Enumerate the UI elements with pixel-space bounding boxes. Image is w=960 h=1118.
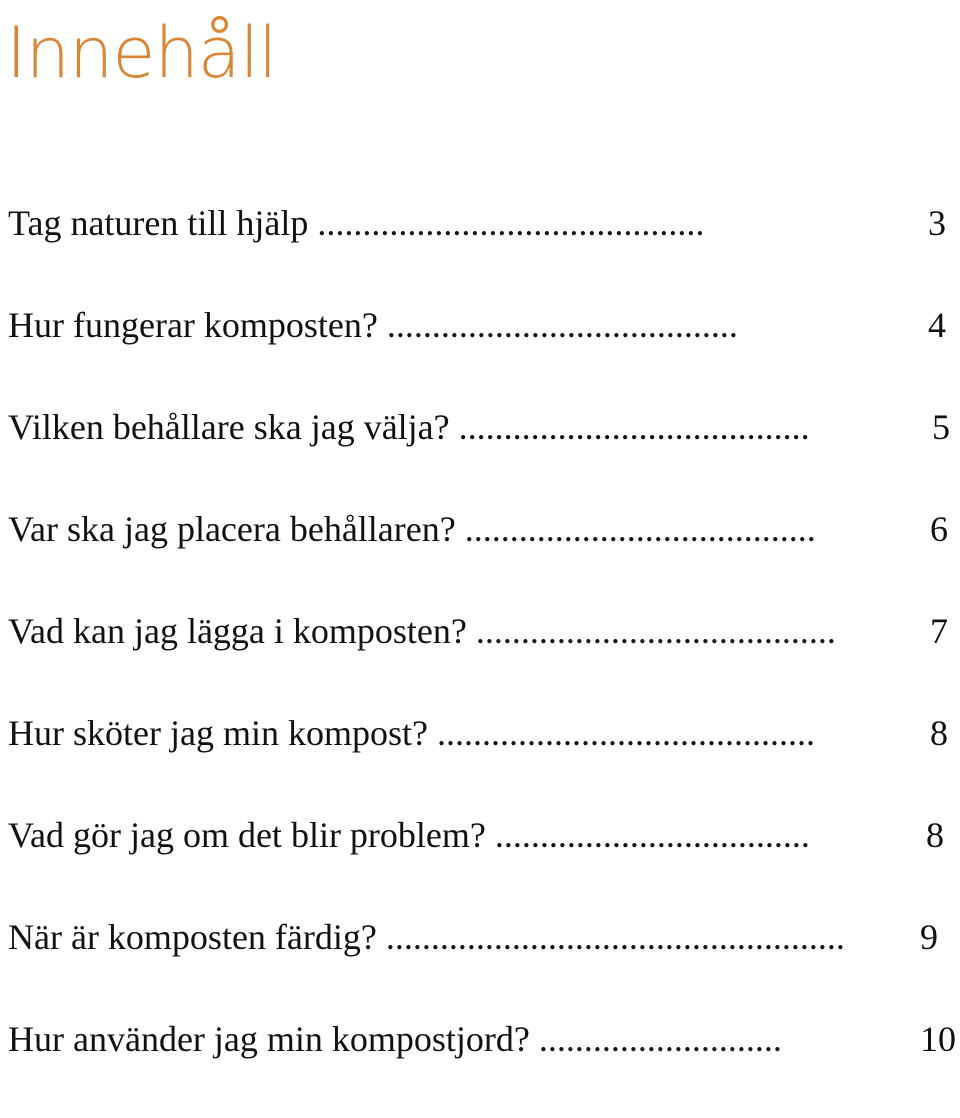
toc-entry-text: Tag naturen till hjälp ........................................... <box>8 203 705 243</box>
toc-entry-5 <box>8 608 960 710</box>
toc-entry-text: Vad kan jag lägga i komposten? ........................................ <box>8 611 836 651</box>
toc-entry-3 <box>8 404 960 506</box>
toc-page-number: 8 <box>926 815 944 855</box>
toc-entry-text: Hur fungerar komposten? ....................................... <box>8 305 738 345</box>
toc-page-number: 5 <box>932 407 950 447</box>
toc-entry-1 <box>8 200 960 302</box>
table-of-contents <box>8 200 960 1118</box>
toc-entry-text: Hur sköter jag min kompost? .......................................... <box>8 713 815 753</box>
toc-entry-text: Var ska jag placera behållaren? ....................................... <box>8 509 816 549</box>
toc-page-number: 8 <box>930 713 948 753</box>
toc-page-number: 7 <box>930 611 948 651</box>
toc-entry-text: Hur använder jag min kompostjord? ........................... <box>8 1019 782 1059</box>
page-title: Innehåll <box>6 12 277 94</box>
toc-entry-text: När är komposten färdig? ................................................... <box>8 917 845 957</box>
toc-page-number: 4 <box>928 305 946 345</box>
toc-entry-7 <box>8 812 960 914</box>
toc-entry-4 <box>8 506 960 608</box>
toc-entry-text: Vilken behållare ska jag välja? ....................................... <box>8 407 810 447</box>
toc-page-number: 3 <box>928 203 946 243</box>
toc-page-number: 10 <box>920 1019 956 1059</box>
toc-entry-text: Vad gör jag om det blir problem? ................................... <box>8 815 810 855</box>
toc-entry-6 <box>8 710 960 812</box>
toc-entry-9 <box>8 1016 960 1118</box>
toc-page-number: 9 <box>920 917 938 957</box>
toc-entry-8 <box>8 914 960 1016</box>
toc-entry-2 <box>8 302 960 404</box>
toc-page-number: 6 <box>930 509 948 549</box>
